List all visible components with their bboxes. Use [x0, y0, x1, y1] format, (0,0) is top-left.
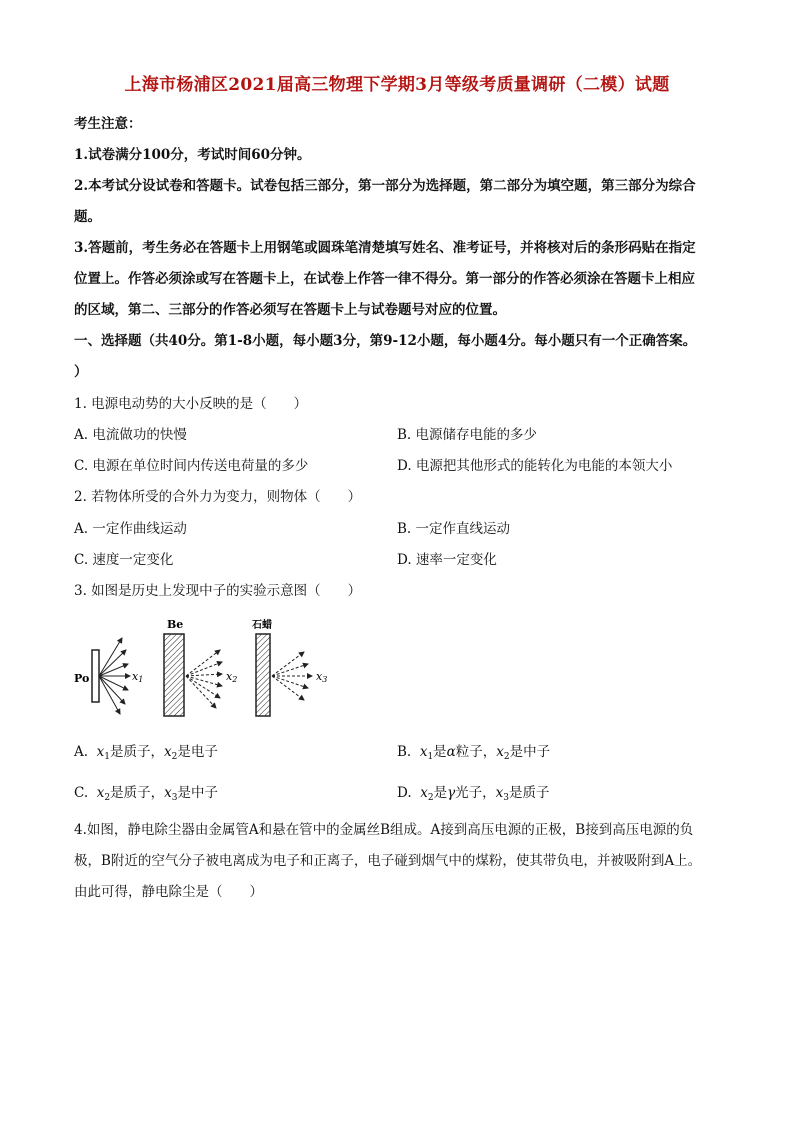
- q1-option-d: D. 电源把其他形式的能转化为电能的本领大小: [397, 458, 673, 474]
- x1-label: x1: [132, 670, 144, 684]
- q4-line-1: 4.如图，静电除尘器由金属管A和悬在管中的金属丝B组成。A接到高压电源的正极，B接到高压电源的负: [74, 822, 694, 838]
- notice-heading: 考生注意：: [74, 116, 142, 132]
- neutron-rays: [186, 650, 222, 708]
- paraffin-plate: [256, 634, 270, 716]
- notice-item-3-line-2: 位置上。作答必须涂或写在答题卡上，在试卷上作答一律不得分。第一部分的作答必须涂在答题卡上相应: [74, 271, 695, 287]
- q2-option-b: B. 一定作直线运动: [397, 521, 511, 537]
- q4-line-2: 极，B附近的空气分子被电离成为电子和正离子，电子碰到烟气中的煤粉，使其带负电，并被吸附到A上。: [74, 853, 702, 869]
- po-source-plate: [92, 650, 99, 702]
- notice-item-3-line-1: 3.答题前，考生务必在答题卡上用钢笔或圆珠笔清楚填写姓名、准考证号，并将核对后的条形码贴在指定: [74, 240, 696, 256]
- q2-option-d: D. 速率一定变化: [397, 552, 497, 568]
- x2-label: x2: [226, 670, 238, 684]
- q3-option-d: D. $x_2$是γ光子，$x_3$是质子: [397, 785, 550, 803]
- q2-option-c: C. 速度一定变化: [74, 552, 174, 568]
- q3-option-a: A. $x_1$是质子，$x_2$是电子: [74, 744, 218, 762]
- x3-label: x3: [316, 670, 328, 684]
- paraffin-label: 石蜡: [252, 620, 272, 631]
- section-1-heading: 一、选择题（共40分。第1-8小题，每小题3分，第9-12小题，每小题4分。每小题只有一个正确答案。: [74, 333, 697, 349]
- neutron-experiment-figure: [72, 614, 372, 724]
- q1-option-b: B. 电源储存电能的多少: [397, 427, 538, 443]
- q3-stem: 3. 如图是历史上发现中子的实验示意图（ ）: [74, 583, 362, 599]
- q1-option-a: A. 电流做功的快慢: [74, 427, 187, 443]
- be-label: Be: [167, 618, 184, 631]
- notice-item-2-line-1: 2.本考试分设试卷和答题卡。试卷包括三部分，第一部分为选择题，第二部分为填空题，第三部分为综合: [74, 178, 696, 194]
- notice-item-3-line-3: 的区域，第二、三部分的作答必须写在答题卡上与试卷题号对应的位置。: [74, 302, 506, 318]
- exam-title: 上海市杨浦区2021届高三物理下学期3月等级考质量调研（二模）试题: [124, 75, 670, 95]
- section-1-heading-end: ）: [74, 364, 88, 380]
- q1-option-c: C. 电源在单位时间内传送电荷量的多少: [74, 458, 309, 474]
- proton-rays: [272, 652, 312, 700]
- notice-item-1: 1.试卷满分100分，考试时间60分钟。: [74, 147, 311, 163]
- q4-line-3: 由此可得，静电除尘是（ ）: [74, 884, 263, 900]
- q3-option-c: C. $x_2$是质子，$x_3$是中子: [74, 785, 218, 803]
- q3-option-b: B. $x_1$是α粒子，$x_2$是中子: [397, 744, 551, 762]
- alpha-rays: [99, 638, 130, 714]
- notice-item-2-line-2: 题。: [74, 209, 101, 225]
- q2-option-a: A. 一定作曲线运动: [74, 521, 187, 537]
- beryllium-plate: [164, 634, 184, 716]
- po-label: Po: [74, 672, 90, 685]
- q1-stem: 1. 电源电动势的大小反映的是（ ）: [74, 396, 308, 412]
- q2-stem: 2. 若物体所受的合外力为变力，则物体（ ）: [74, 489, 362, 505]
